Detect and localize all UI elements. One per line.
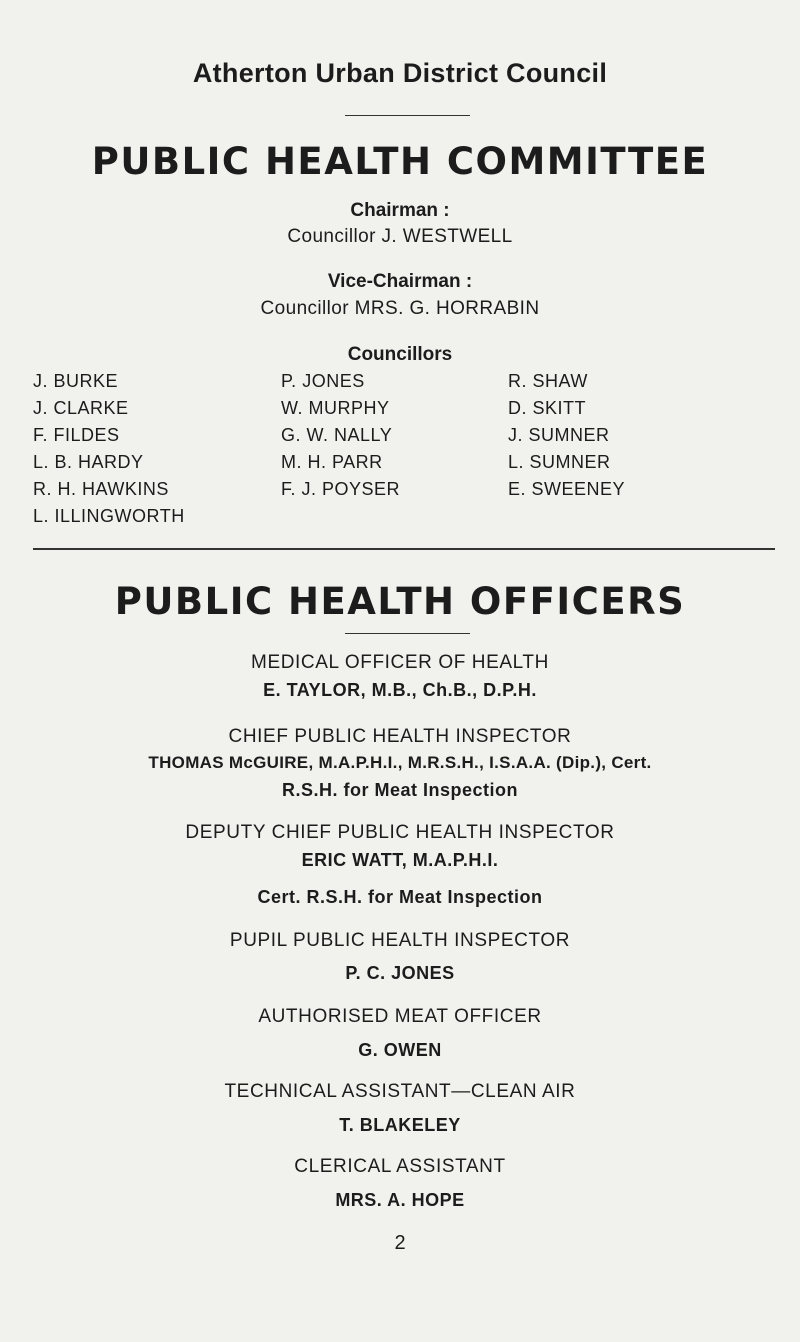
chairman-name: Councillor J. WESTWELL — [287, 226, 513, 247]
councillor-name: L. B. HARDY — [33, 452, 144, 472]
councillor-name: F. J. POYSER — [281, 479, 401, 499]
chairman-label: Chairman : — [350, 200, 450, 221]
officer-name: THOMAS McGUIRE, M.A.P.H.I., M.R.S.H., I.S.A.A. (Dip.), Cert. — [148, 753, 652, 772]
officer-name: G. OWEN — [358, 1040, 442, 1060]
councillor-name: M. H. PARR — [281, 452, 383, 472]
councillor-name: F. FILDES — [33, 425, 120, 445]
officer-name: MRS. A. HOPE — [335, 1190, 465, 1210]
councillor-name: R. SHAW — [508, 371, 588, 391]
councillor-name: L. ILLINGWORTH — [33, 506, 185, 526]
officer-role: PUPIL PUBLIC HEALTH INSPECTOR — [229, 930, 571, 951]
councillor-name: P. JONES — [281, 371, 365, 391]
officer-name: ERIC WATT, M.A.P.H.I. — [301, 850, 499, 870]
councillors-column-2 — [281, 368, 400, 503]
officer-role: MEDICAL OFFICER OF HEALTH — [251, 652, 549, 673]
officer-name: T. BLAKELEY — [339, 1115, 461, 1135]
officer-qualification: R.S.H. for Meat Inspection — [281, 780, 519, 800]
councillor-name: R. H. HAWKINS — [33, 479, 169, 499]
officer-role: AUTHORISED MEAT OFFICER — [258, 1006, 542, 1027]
officer-role: TECHNICAL ASSISTANT—CLEAN AIR — [224, 1081, 576, 1102]
officer-name: E. TAYLOR, M.B., Ch.B., D.P.H. — [263, 680, 537, 700]
vice-chairman-label: Vice-Chairman : — [327, 271, 473, 292]
councillor-name: G. W. NALLY — [281, 425, 393, 445]
officer-qualification: Cert. R.S.H. for Meat Inspection — [257, 887, 543, 907]
councillor-name: W. MURPHY — [281, 398, 390, 418]
officer-name: P. C. JONES — [345, 963, 455, 983]
committee-title: PUBLIC HEALTH COMMITTEE — [91, 140, 709, 183]
councillor-name: J. SUMNER — [508, 425, 610, 445]
councillors-label: Councillors — [347, 344, 453, 365]
officers-title: PUBLIC HEALTH OFFICERS — [114, 580, 686, 623]
councillor-name: D. SKITT — [508, 398, 587, 418]
councillor-name: L. SUMNER — [508, 452, 611, 472]
councillor-name: J. CLARKE — [33, 398, 129, 418]
council-name: Atherton Urban District Council — [192, 58, 608, 88]
page-number: 2 — [394, 1232, 406, 1254]
councillors-column-3 — [508, 368, 625, 503]
councillors-column-1 — [33, 368, 185, 530]
officer-role: CLERICAL ASSISTANT — [294, 1156, 506, 1177]
councillor-name: E. SWEENEY — [508, 479, 626, 499]
officer-role: CHIEF PUBLIC HEALTH INSPECTOR — [228, 726, 572, 747]
councillor-name: J. BURKE — [33, 371, 119, 391]
officer-role: DEPUTY CHIEF PUBLIC HEALTH INSPECTOR — [185, 822, 615, 843]
vice-chairman-name: Councillor MRS. G. HORRABIN — [260, 298, 540, 319]
officers-title-divider — [345, 633, 470, 634]
title-divider — [345, 115, 470, 116]
section-divider — [33, 548, 775, 550]
